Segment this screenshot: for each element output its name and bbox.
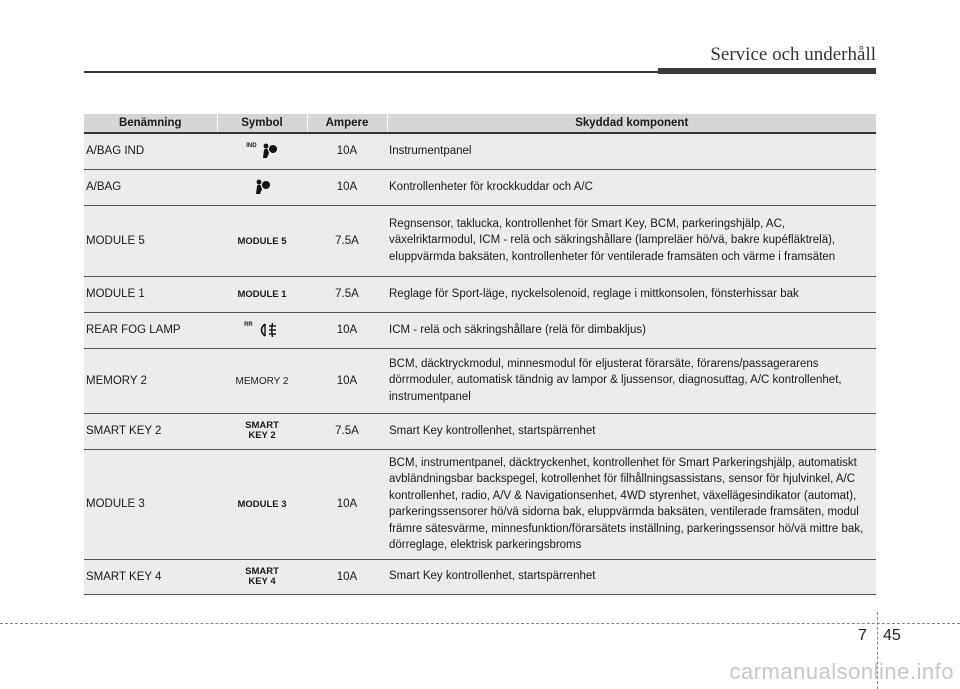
section-title: Service och underhåll bbox=[710, 44, 876, 65]
symbol-label: MODULE 5 bbox=[237, 235, 287, 247]
protected-component: Smart Key kontrollenhet, startspärrenhet bbox=[387, 413, 876, 449]
symbol-line-1: SMART bbox=[245, 565, 279, 577]
watermark: carmanualsonline.info bbox=[729, 659, 954, 684]
table-row bbox=[84, 449, 876, 559]
fuse-ampere: 10A bbox=[307, 348, 387, 413]
table-row bbox=[84, 276, 876, 312]
fuse-ampere: 7.5A bbox=[307, 413, 387, 449]
table-row bbox=[84, 559, 876, 594]
fuse-name: A/BAG bbox=[84, 169, 217, 205]
fuse-ampere: 10A bbox=[307, 133, 387, 169]
symbol-label: MODULE 3 bbox=[237, 499, 287, 510]
fuse-symbol bbox=[217, 559, 307, 594]
table-row bbox=[84, 169, 876, 205]
fuse-ampere: 10A bbox=[307, 169, 387, 205]
fuse-table bbox=[84, 114, 876, 595]
fuse-symbol bbox=[217, 276, 307, 312]
protected-component: Regnsensor, taklucka, kontrollenhet för Smart Key, BCM, parkeringshjälp, AC, växelriktarmodul, ICM - relä och säkringshållare (lampreläer hö/vä, bakre kupéfläktrelä), eluppvärmda baksäten, kontrollenheter för ventilerade framsäten och värme i framsäten bbox=[387, 205, 876, 276]
fuse-symbol bbox=[217, 449, 307, 559]
fuse-ampere: 7.5A bbox=[307, 205, 387, 276]
protected-component: Kontrollenheter för krockkuddar och A/C bbox=[387, 169, 876, 205]
rear-fog-lamp-icon bbox=[256, 322, 280, 338]
fuse-ampere: 10A bbox=[307, 449, 387, 559]
table-header-row bbox=[84, 114, 876, 133]
fuse-ampere: 7.5A bbox=[307, 276, 387, 312]
symbol-line-2: KEY 4 bbox=[248, 575, 276, 587]
fuse-name: SMART KEY 4 bbox=[84, 559, 217, 594]
page-number: 45 bbox=[883, 627, 901, 644]
fuse-symbol bbox=[217, 169, 307, 205]
fuse-name: MODULE 5 bbox=[84, 205, 217, 276]
fuse-name: REAR FOG LAMP bbox=[84, 312, 217, 348]
table-row bbox=[84, 205, 876, 276]
table-row bbox=[84, 348, 876, 413]
protected-component: Smart Key kontrollenhet, startspärrenhet bbox=[387, 559, 876, 594]
column-header-name: Benämning bbox=[84, 114, 217, 133]
column-header-component: Skyddad komponent bbox=[387, 114, 876, 133]
chapter-number: 7 bbox=[858, 627, 867, 644]
table-row bbox=[84, 413, 876, 449]
fuse-symbol bbox=[217, 133, 307, 169]
protected-component: ICM - relä och säkringshållare (relä för dimbakljus) bbox=[387, 312, 876, 348]
fuse-symbol bbox=[217, 348, 307, 413]
protected-component: BCM, däcktryckmodul, minnesmodul för eljusterat förarsäte, förarens/passagerarens dörrmoduler, automatisk tändnig av lampor & ljussensor, diagnosuttag, A/C kontrollenhet, instrumentpanel bbox=[387, 348, 876, 413]
column-header-ampere: Ampere bbox=[307, 114, 387, 133]
fuse-name: A/BAG IND bbox=[84, 133, 217, 169]
airbag-icon bbox=[253, 179, 271, 195]
protected-component: Reglage för Sport-läge, nyckelsolenoid, reglage i mittkonsolen, fönsterhissar bak bbox=[387, 276, 876, 312]
protected-component: Instrumentpanel bbox=[387, 133, 876, 169]
column-header-symbol: Symbol bbox=[217, 114, 307, 133]
fuse-ampere: 10A bbox=[307, 312, 387, 348]
fuse-name: MEMORY 2 bbox=[84, 348, 217, 413]
symbol-line-1: SMART bbox=[245, 420, 279, 431]
fuse-name: MODULE 3 bbox=[84, 449, 217, 559]
symbol-label bbox=[245, 421, 279, 441]
footer-rule bbox=[0, 623, 960, 624]
table-row bbox=[84, 133, 876, 169]
symbol-line-2: KEY 2 bbox=[248, 430, 276, 441]
header-rule-accent bbox=[658, 68, 876, 74]
symbol-label: MEMORY 2 bbox=[235, 375, 289, 387]
airbag-ind-icon bbox=[260, 143, 278, 159]
fuse-name: MODULE 1 bbox=[84, 276, 217, 312]
fuse-name: SMART KEY 2 bbox=[84, 413, 217, 449]
fuse-symbol bbox=[217, 413, 307, 449]
protected-component: BCM, instrumentpanel, däcktryckenhet, kontrollenhet för Smart Parkeringshjälp, automatiskt avbländningsbar backspegel, kotrollenhet för filhållningsassistans, sensor för hjulvinkel, A/C kontrollenhet, radio, A/V & Navigationsenhet, 4WD styrenhet, växellägesindikator (automat), parkeringssensorer hö/vä sidorna bak, eluppvärmda baksäten, ventilerade framsäten, modul främre sätesvärme, minnesfunktion/förarsätets inställning, parkeringssensor hö/vä mittre bak, dörreglage, elektrisk parkeringsbroms bbox=[387, 449, 876, 559]
symbol-label: MODULE 1 bbox=[237, 289, 287, 300]
symbol-superscript: RR bbox=[244, 322, 253, 328]
fuse-symbol bbox=[217, 205, 307, 276]
fuse-ampere: 10A bbox=[307, 559, 387, 594]
fuse-symbol bbox=[217, 312, 307, 348]
table-row bbox=[84, 312, 876, 348]
symbol-superscript: IND bbox=[246, 143, 257, 150]
symbol-label bbox=[245, 567, 279, 587]
